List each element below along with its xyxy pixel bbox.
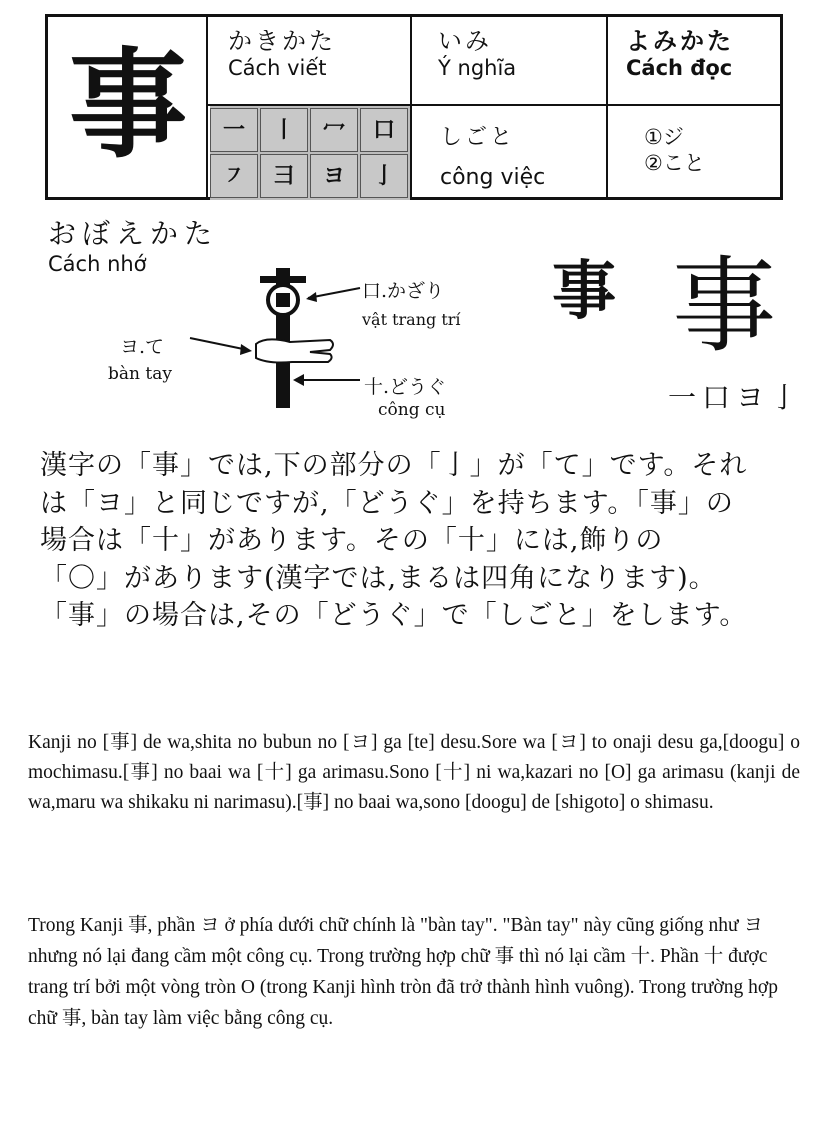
writing-kana: かきかた [228, 27, 336, 55]
reading-viet: Cách đọc [626, 56, 733, 80]
crossbar-shape [260, 276, 306, 283]
text-line: 漢字の「事」では,下の部分の「亅」が「て」です。それ [40, 450, 748, 481]
vietnamese-explanation: Trong Kanji 事, phần ヨ ở phía dưới chữ chính là "bàn tay". "Bàn tay" này cũng giống như ヨ nhưng nó lại đang cầm một công cụ. Trong trường hợp chữ 事 thì nó lại cầm 十. Phần 十 được trang trí bởi một vòng tròn O (trong Kanji hình tròn đã trở thành hình vuông). Trong trường hợp chữ 事, bàn tay làm việc bằng công cụ. [28, 915, 778, 1029]
reading-kana: よみかた [626, 27, 734, 55]
writing-header [228, 27, 336, 81]
arrow-line [190, 338, 248, 350]
hand-label: ヨ.て [120, 336, 165, 358]
text-line: 「事」の場合は,その「どうぐ」で「しごと」をします。 [40, 600, 748, 631]
arrow-head [306, 292, 317, 302]
stroke-cell: 口 [360, 108, 408, 152]
kanji-mnemonic-diagram [180, 258, 500, 428]
reading-on: ①ジ [644, 125, 684, 149]
meaning-value-viet: công việc [440, 165, 546, 190]
stroke-cell: 一 [210, 108, 258, 152]
arrow-head [240, 344, 252, 355]
hand-shape [256, 339, 333, 362]
reading-kun: ②こと [644, 151, 705, 175]
decoration-label: 口.かざり [362, 280, 445, 302]
meaning-kana: いみ [438, 27, 492, 55]
modern-kanji: 事 [672, 245, 777, 367]
romaji-explanation: Kanji no [事] de wa,shita no bubun no [ヨ] ga [te] desu.Sore wa [ヨ] to onaji desu ga,[doogu] o mochimasu.[事] no baai wa [十] ga arimasu.Sono [十] ni wa,kazari no [O] ga arimasu (kanji de wa,maru wa shikaku ni narimasu).[事] no baai wa,sono [doogu] de [shigoto] o shimasu. [28, 732, 800, 813]
tool-label: 十.どうぐ [364, 376, 447, 398]
japanese-explanation [40, 447, 800, 635]
meaning-value-kana: しごと [440, 125, 516, 150]
stroke-order-grid [210, 106, 410, 200]
stroke-cell: ヨ [310, 154, 358, 198]
text-line: 場合は「十」があります。その「十」には,飾りの [40, 525, 664, 556]
pictograph-kanji: 事 [552, 254, 616, 329]
kanji-header-table [45, 14, 783, 200]
divider [410, 17, 412, 197]
reading-header [626, 27, 734, 81]
kanji-components: 一口ヨ亅 [668, 381, 805, 414]
meaning-header [438, 27, 516, 81]
writing-viet: Cách viết [228, 56, 327, 80]
divider [606, 17, 608, 197]
memory-title-viet: Cách nhớ [48, 252, 147, 276]
decoration-label-viet: vật trang trí [362, 310, 461, 329]
text-line: は「ヨ」と同じですが,「どうぐ」を持ちます。「事」の [40, 487, 734, 519]
stroke-cell: 冖 [310, 108, 358, 152]
arrow-head [293, 374, 304, 386]
stroke-cell: 亅 [360, 154, 408, 198]
stroke-cell: ㇇ [210, 154, 258, 198]
memory-title-kana: おぼえかた [48, 217, 219, 250]
stroke-cell: 丨 [260, 108, 308, 152]
hand-label-viet: bàn tay [108, 364, 172, 384]
stroke-cell: ⺕ [260, 154, 308, 198]
tool-label-viet: công cụ [378, 400, 446, 420]
divider [206, 17, 208, 197]
main-kanji: 事 [68, 35, 187, 174]
meaning-viet: Ý nghĩa [438, 56, 517, 80]
decoration-square [276, 293, 290, 307]
text-line: 「〇」があります(漢字では,まるは四角になります)。 [40, 562, 717, 594]
